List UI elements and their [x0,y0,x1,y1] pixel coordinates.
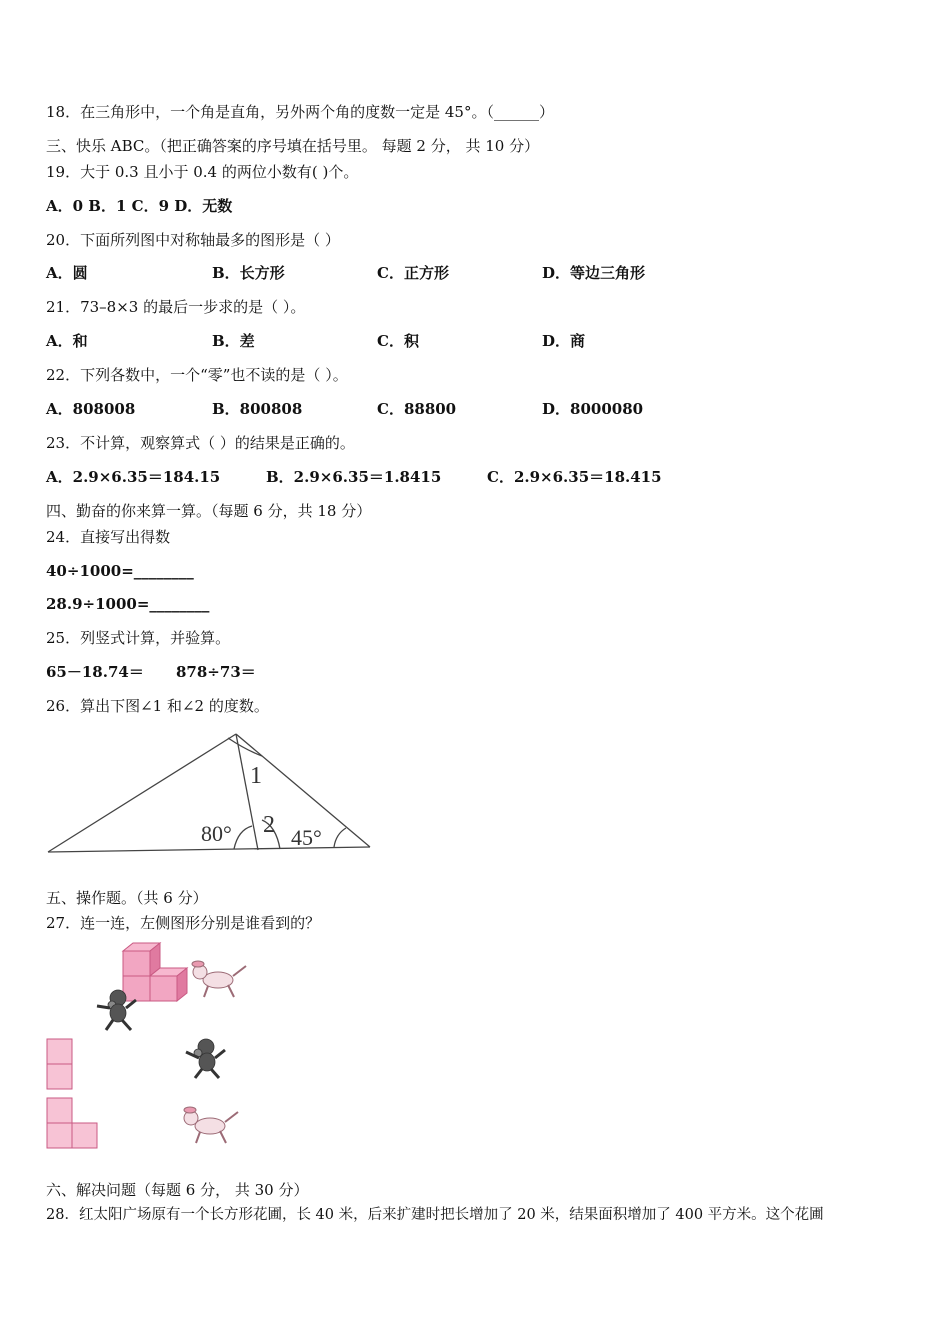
question-19-stem: 19．大于 0.3 且小于 0.4 的两位小数有( )个。 [46,163,359,181]
angle-label-80: 80° [201,821,232,846]
question-27-stem: 27．连一连，左侧图形分别是谁看到的？ [46,914,321,932]
dog-icon [184,1107,238,1143]
question-28: 28．红太阳广场原有一个长方形花圃，长 40 米，后来扩建时把长增加了 20 米，结果面积增加了 400 平方米。这个花圃 [46,1207,824,1223]
q20-option-b: B．长方形 [212,264,285,282]
question-18: 18．在三角形中，一个角是直角，另外两个角的度数一定是 45°。（______） [46,103,554,121]
q24-expression-1: 40÷1000=________ [46,562,194,580]
q25-expression-1: 65－18.74＝ [46,663,144,681]
q20-option-d: D．等边三角形 [542,264,646,282]
cube-stack-image [123,943,187,1001]
q25-expression-2: 878÷73＝ [176,663,256,681]
question-19-options: A．0 B．1 C．9 D．无数 [46,197,233,215]
dog-icon [192,961,246,997]
q21-option-d: D．商 [542,332,586,350]
question-20-stem: 20．下面所列图中对称轴最多的图形是（ ） [46,231,340,249]
angle-label-2: 2 [263,812,275,838]
section-5-heading: 五、操作题。（共 6 分） [46,889,208,907]
view-l-shape [47,1098,97,1148]
q22-option-b: B．800808 [212,400,303,418]
q22-option-a: A．808008 [46,400,136,418]
section-4-heading: 四、勤奋的你来算一算。（每题 6 分，共 18 分） [46,502,372,520]
view-two-stacked-squares [47,1039,72,1089]
q24-expression-2: 28.9÷1000=________ [46,595,210,613]
question-23-stem: 23．不计算，观察算式（ ）的结果是正确的。 [46,434,355,452]
section-3-heading: 三、快乐 ABC。（把正确答案的序号填在括号里。 每题 2 分， 共 10 分） [46,137,540,155]
q23-option-c: C．2.9×6.35＝18.415 [487,468,662,486]
q21-option-a: A．和 [46,332,88,350]
angle-label-1: 1 [250,763,262,789]
q23-option-a: A．2.9×6.35＝184.15 [46,468,221,486]
q23-option-b: B．2.9×6.35＝1.8415 [266,468,442,486]
question-22-stem: 22．下列各数中，一个“零”也不读的是（ ）。 [46,366,348,384]
question-25-stem: 25．列竖式计算，并验算。 [46,629,231,647]
q21-option-b: B．差 [212,332,255,350]
q21-option-c: C．积 [377,332,419,350]
section-6-heading: 六、解决问题（每题 6 分， 共 30 分） [46,1181,309,1199]
q20-option-c: C．正方形 [377,264,449,282]
q22-option-d: D．8000080 [542,400,644,418]
monkey-icon [186,1039,225,1078]
angle-label-45: 45° [291,825,322,850]
question-21-stem: 21．73–8×3 的最后一步求的是（ ）。 [46,298,306,316]
q20-option-a: A．圆 [46,264,88,282]
question-26-stem: 26．算出下图∠1 和∠2 的度数。 [46,697,269,715]
question-24-stem: 24．直接写出得数 [46,528,171,546]
q22-option-c: C．88800 [377,400,457,418]
